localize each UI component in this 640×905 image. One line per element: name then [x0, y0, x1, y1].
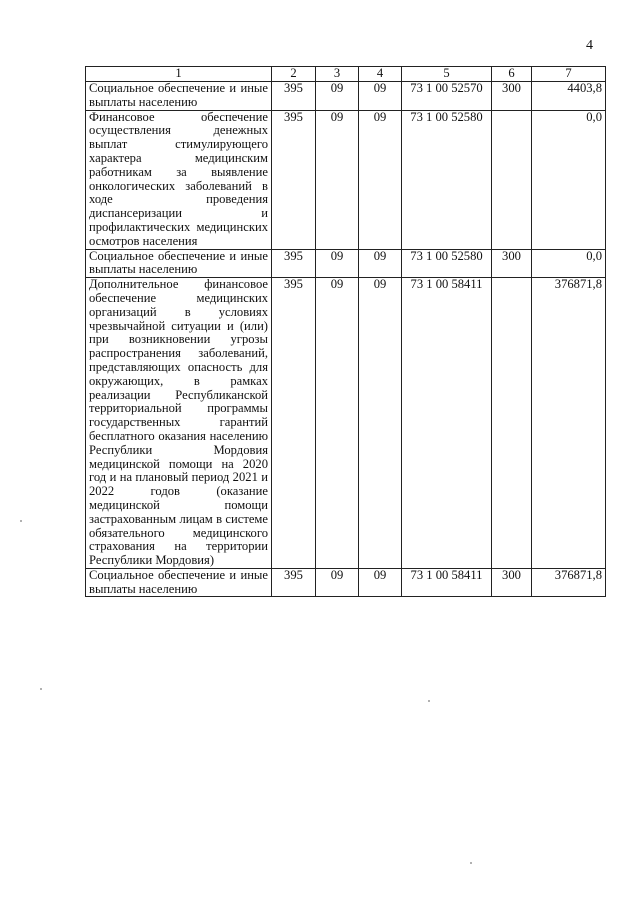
row-amount: 0,0 — [532, 249, 606, 278]
row-subsection: 09 — [359, 249, 402, 278]
row-target: 73 1 00 58411 — [402, 278, 492, 569]
page-number: 4 — [586, 38, 593, 53]
row-target: 73 1 00 52580 — [402, 110, 492, 249]
row-section: 09 — [316, 82, 359, 111]
table-row — [86, 568, 606, 597]
header-cell: 2 — [272, 67, 316, 82]
row-target: 73 1 00 52580 — [402, 249, 492, 278]
row-name: Социальное обеспечение и иные выплаты населению — [86, 82, 272, 111]
row-section: 09 — [316, 249, 359, 278]
row-name: Социальное обеспечение и иные выплаты населению — [86, 568, 272, 597]
row-name: Социальное обеспечение и иные выплаты населению — [86, 249, 272, 278]
row-subsection: 09 — [359, 568, 402, 597]
row-type: 300 — [492, 82, 532, 111]
row-code: 395 — [272, 249, 316, 278]
row-section: 09 — [316, 110, 359, 249]
row-subsection: 09 — [359, 110, 402, 249]
row-subsection: 09 — [359, 82, 402, 111]
scan-speck — [40, 688, 42, 690]
row-type: 300 — [492, 249, 532, 278]
scan-speck — [470, 862, 472, 864]
header-cell: 7 — [532, 67, 606, 82]
row-target: 73 1 00 52570 — [402, 82, 492, 111]
row-amount: 376871,8 — [532, 278, 606, 569]
row-code: 395 — [272, 82, 316, 111]
row-target: 73 1 00 58411 — [402, 568, 492, 597]
budget-table — [85, 66, 606, 597]
header-cell: 1 — [86, 67, 272, 82]
row-type — [492, 110, 532, 249]
table-row — [86, 82, 606, 111]
row-name: Финансовое обеспечение осуществления денежных выплат стимулирующего характера медицинским работникам за выявление онкологических заболеваний в ходе проведения диспансеризации и профилактических медицинских осмотров населения — [86, 110, 272, 249]
row-amount: 4403,8 — [532, 82, 606, 111]
row-code: 395 — [272, 568, 316, 597]
row-name: Дополнительное финансовое обеспечение медицинских организаций в условиях чрезвычайной ситуации и (или) при возникновении угрозы распространения заболеваний, представляющих опасность для окружающих, в рамках реализации Республиканской территориальной программы государственных гарантий бесплатного оказания населению Республики Мордовия медицинской помощи на 2020 год и на плановый период 2021 и 2022 годов (оказание медицинской помощи застрахованным лицам в системе обязательного медицинского страхования на территории Республики Мордовия) — [86, 278, 272, 569]
row-section: 09 — [316, 278, 359, 569]
row-code: 395 — [272, 110, 316, 249]
row-type — [492, 278, 532, 569]
scan-speck — [428, 700, 430, 702]
table-row — [86, 110, 606, 249]
header-cell: 4 — [359, 67, 402, 82]
row-type: 300 — [492, 568, 532, 597]
row-subsection: 09 — [359, 278, 402, 569]
header-cell: 5 — [402, 67, 492, 82]
table-row — [86, 278, 606, 569]
row-amount: 376871,8 — [532, 568, 606, 597]
header-cell: 6 — [492, 67, 532, 82]
scan-speck — [20, 520, 22, 522]
table-header-row — [86, 67, 606, 82]
row-section: 09 — [316, 568, 359, 597]
row-code: 395 — [272, 278, 316, 569]
table-row — [86, 249, 606, 278]
header-cell: 3 — [316, 67, 359, 82]
row-amount: 0,0 — [532, 110, 606, 249]
